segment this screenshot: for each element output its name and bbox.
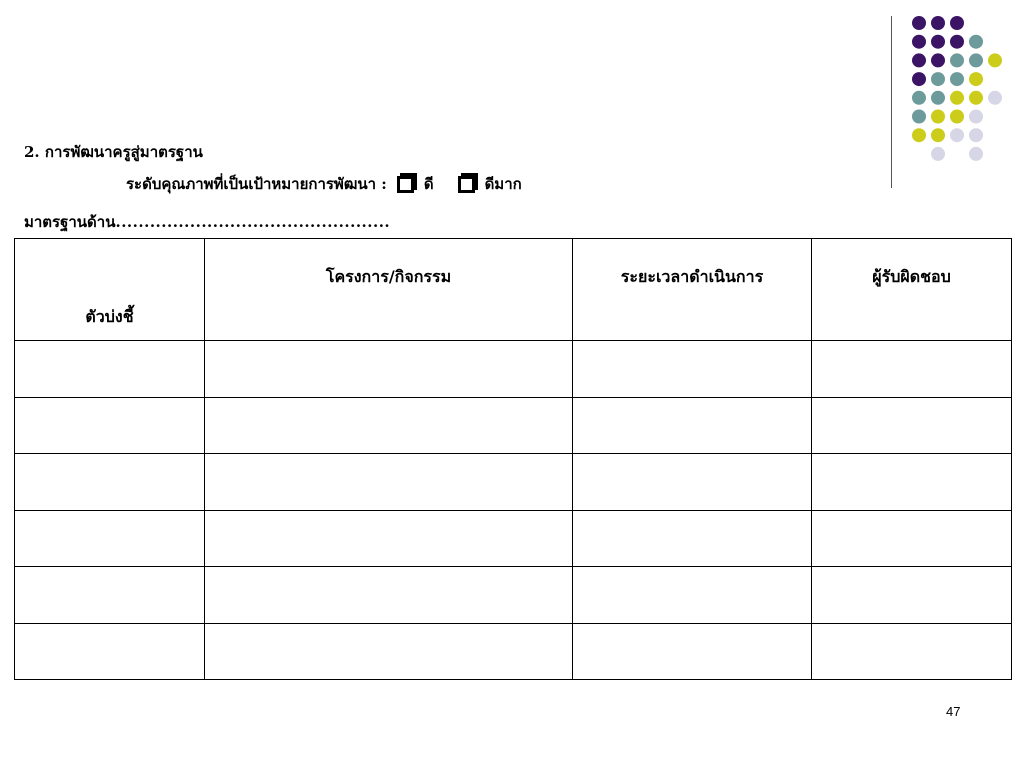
table-cell[interactable]: [812, 454, 1012, 511]
table-row: [15, 397, 1012, 454]
page-number: 47: [946, 704, 961, 719]
table-row: [15, 567, 1012, 624]
decorative-dot: [912, 128, 926, 142]
decorative-dot: [931, 91, 945, 105]
table-header-row: [15, 239, 1012, 341]
table-cell[interactable]: [15, 454, 205, 511]
decorative-dot: [912, 35, 926, 49]
decorative-dot: [950, 16, 964, 30]
table-cell[interactable]: [205, 397, 573, 454]
table-row: [15, 510, 1012, 567]
table-cell[interactable]: [15, 397, 205, 454]
target-level-row: [126, 172, 522, 196]
decorative-dot: [988, 91, 1002, 105]
decorative-dot: [969, 91, 983, 105]
header-project-activity: โครงการ/กิจกรรม: [205, 239, 573, 341]
standard-label: มาตรฐานด้าน: [24, 213, 116, 231]
decorative-dot: [931, 35, 945, 49]
decorative-dot: [969, 147, 983, 161]
target-level-label: ระดับคุณภาพที่เป็นเป้าหมายการพัฒนา :: [126, 175, 387, 193]
table-cell[interactable]: [573, 454, 812, 511]
header-indicator: ตัวบ่งชี้: [15, 239, 205, 341]
decorative-dot: [912, 16, 926, 30]
decorative-dot: [931, 53, 945, 67]
decorative-dot: [912, 91, 926, 105]
table-cell[interactable]: [205, 510, 573, 567]
table-cell[interactable]: [812, 510, 1012, 567]
table-row: [15, 454, 1012, 511]
decorative-dot: [950, 128, 964, 142]
decorative-dot: [912, 72, 926, 86]
table-cell[interactable]: [205, 454, 573, 511]
table-cell[interactable]: [15, 341, 205, 398]
decorative-dot: [988, 53, 1002, 67]
table-cell[interactable]: [573, 341, 812, 398]
table-row: [15, 623, 1012, 680]
decorative-dot: [969, 128, 983, 142]
section-heading: 2. การพัฒนาครูสู่มาตรฐาน: [24, 143, 203, 161]
table-cell[interactable]: [15, 510, 205, 567]
table-cell[interactable]: [573, 397, 812, 454]
decorative-dot: [912, 110, 926, 124]
development-plan-table: [14, 238, 1012, 680]
standard-row: [24, 210, 390, 234]
decorative-dot: [931, 110, 945, 124]
table-cell[interactable]: [573, 623, 812, 680]
very-good-option-label: ดีมาก: [484, 175, 522, 193]
decorative-dot: [950, 53, 964, 67]
decorative-dot: [950, 35, 964, 49]
very-good-checkbox[interactable]: [458, 176, 475, 193]
decorative-dot: [950, 72, 964, 86]
decorative-dot: [950, 110, 964, 124]
header-responsible-person: ผู้รับผิดชอบ: [812, 239, 1012, 341]
decorative-dot: [969, 110, 983, 124]
decorative-divider-line: [891, 16, 892, 188]
decorative-dot: [931, 128, 945, 142]
good-checkbox[interactable]: [397, 176, 414, 193]
table-row: [15, 341, 1012, 398]
good-option-label: ดี: [423, 175, 434, 193]
table-cell[interactable]: [15, 567, 205, 624]
decorative-dot-grid: [0, 0, 1024, 200]
decorative-dot: [950, 91, 964, 105]
decorative-dot: [969, 53, 983, 67]
decorative-dot: [931, 72, 945, 86]
table-cell[interactable]: [205, 341, 573, 398]
table-cell[interactable]: [812, 397, 1012, 454]
decorative-dot: [912, 53, 926, 67]
decorative-dot: [931, 147, 945, 161]
decorative-dot: [969, 72, 983, 86]
table-cell[interactable]: [573, 510, 812, 567]
table-cell[interactable]: [573, 567, 812, 624]
header-duration: ระยะเวลาดำเนินการ: [573, 239, 812, 341]
table-cell[interactable]: [812, 623, 1012, 680]
table-cell[interactable]: [205, 623, 573, 680]
standard-fill-dots[interactable]: ................................................: [115, 213, 391, 231]
table-cell[interactable]: [15, 623, 205, 680]
table-cell[interactable]: [205, 567, 573, 624]
table-cell[interactable]: [812, 567, 1012, 624]
table-cell[interactable]: [812, 341, 1012, 398]
decorative-dot: [969, 35, 983, 49]
decorative-dot: [931, 16, 945, 30]
